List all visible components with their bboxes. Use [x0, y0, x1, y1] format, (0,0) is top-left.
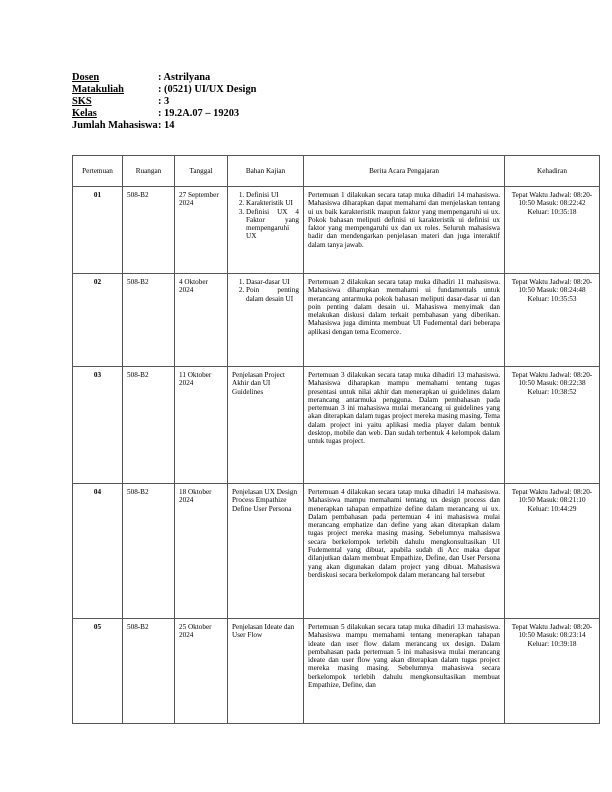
column-header-kehadiran: Kehadiran [505, 156, 600, 187]
cell-tanggal: 4 Oktober 2024 [175, 274, 228, 367]
info-value: : 19.2A.07 – 19203 [158, 108, 240, 119]
cell-tanggal: 25 Oktober 2024 [175, 619, 228, 724]
cell-ruangan: 508-B2 [123, 274, 175, 367]
table-row [73, 274, 600, 367]
table-row [73, 484, 600, 619]
info-value: : 3 [158, 96, 170, 107]
cell-ruangan: 508-B2 [123, 619, 175, 724]
cell-berita-acara: Pertemuan 5 dilakukan secara tatap muka dihadiri 13 mahasiswa. Mahasiswa mampu memahami tentang menerapkan tahapan ideate dan user flow dalam merancang ux design. Dalam pembahasan pada pertemuan 5 ini mahasiswa mulai merancang ideate dan user flow yang akan diterapkan dalam tugas project mereka masing masing. Sebelumnya mahasiswa secara berkelompok terlebih dahulu mengkonsultasikan membuat Empathize, Define, dan [304, 619, 505, 724]
cell-bahan-kajian: Penjelasan Ideate dan User Flow [228, 619, 304, 724]
info-label: SKS [72, 96, 92, 107]
cell-bahan-kajian: Penjelasan UX Design Process Empathize Define User Persona [228, 484, 304, 619]
column-header-pertemuan: Pertemuan [73, 156, 123, 187]
info-label: Matakuliah [72, 84, 124, 95]
column-header-bahan-kajian: Bahan Kajian [228, 156, 304, 187]
info-row-sks [72, 96, 256, 108]
info-label: Kelas [72, 108, 97, 119]
cell-pertemuan: 04 [73, 484, 123, 619]
cell-berita-acara: Pertemuan 3 dilakukan secara tatap muka dihadiri 13 mahasiswa. Mahasiswa diharapkan mampu memahami tentang tugas presentasi untuk nilai akhir dan menerapkan ui guidelines dalam merancang antarmuka pengguna. Dalam pembahasan pada pertemuan 3 ini mahasiswa mulai merancang ui guidelines yang akan diterapkan dalam tugas project mereka masing masing. Tema dalam project ini yaitu aplikasi media player dalam bentuk desktop, mobile dan web. Dan sudah terbentuk 4 kelompok dalam untuk tugas project. [304, 367, 505, 484]
bahan-list [232, 278, 299, 303]
cell-berita-acara: Pertemuan 1 dilakukan secara tatap muka dihadiri 14 mahasiswa. Mahasiswa diharapkan dapat memahami dan menjelaskan tentang ui ux baik karakteristik maupun faktor yang mempengaruhi ui ux. Pokok bahasan meliputi definisi ui karakteristik ui definisi ux faktor yang mempengaruhi ux dan ux roles. Seluruh mahasiswa hadir dan mendengarkan penjelasan materi dan juga interaktif dalam tanya jawab. [304, 187, 505, 274]
info-row-jumlah [72, 120, 256, 132]
cell-bahan-kajian: Penjelasan Project Akhir dan UI Guidelines [228, 367, 304, 484]
bahan-item: 3. Definisi UX 4 Faktor yang mempengaruhi UX [246, 208, 299, 241]
cell-ruangan: 508-B2 [123, 367, 175, 484]
bahan-item: 2. Karakteristik UI [246, 199, 299, 207]
column-header-ruangan: Ruangan [123, 156, 175, 187]
info-label: Dosen [72, 72, 100, 83]
course-info [72, 72, 256, 132]
cell-kehadiran: Tepat Waktu Jadwal: 08:20-10:50 Masuk: 08:22:42 Keluar: 10:35:18 [505, 187, 600, 274]
info-row-dosen [72, 72, 256, 84]
cell-kehadiran: Tepat Waktu Jadwal: 08:20-10:50 Masuk: 08:22:38 Keluar: 10:38:52 [505, 367, 600, 484]
info-label: Jumlah Mahasiswa [72, 120, 158, 131]
cell-kehadiran: Tepat Waktu Jadwal: 08:20-10:50 Masuk: 08:24:48 Keluar: 10:35:53 [505, 274, 600, 367]
cell-pertemuan: 02 [73, 274, 123, 367]
table-row [73, 619, 600, 724]
info-value: : 14 [158, 120, 175, 131]
info-value: : (0521) UI/UX Design [158, 84, 257, 95]
cell-ruangan: 508-B2 [123, 187, 175, 274]
bahan-item: 2. Poin penting dalam desain UI [246, 286, 299, 303]
bahan-list [232, 191, 299, 241]
cell-kehadiran: Tepat Waktu Jadwal: 08:20-10:50 Masuk: 08:21:10 Keluar: 10:44:29 [505, 484, 600, 619]
cell-tanggal: 11 Oktober 2024 [175, 367, 228, 484]
table-row [73, 367, 600, 484]
cell-tanggal: 27 September 2024 [175, 187, 228, 274]
cell-pertemuan: 03 [73, 367, 123, 484]
info-row-kelas [72, 108, 256, 120]
cell-pertemuan: 05 [73, 619, 123, 724]
info-row-matakuliah [72, 84, 256, 96]
teaching-log-table [72, 155, 600, 724]
cell-bahan-kajian [228, 187, 304, 274]
bahan-item: 1. Definisi UI [246, 191, 299, 199]
table-header-row [73, 156, 600, 187]
cell-kehadiran: Tepat Waktu Jadwal: 08:20-10:50 Masuk: 08:23:14 Keluar: 10:39:18 [505, 619, 600, 724]
cell-bahan-kajian [228, 274, 304, 367]
bahan-item: 1. Dasar-dasar UI [246, 278, 299, 286]
info-value: : Astrilyana [158, 72, 211, 83]
table-row [73, 187, 600, 274]
column-header-tanggal: Tanggal [175, 156, 228, 187]
cell-berita-acara: Pertemuan 4 dilakukan secara tatap muka dihadiri 14 mahasiswa. Mahasiswa mampu memahami tentang ux design process dan menerapkan tahapan empathize define dalam merancang ui ux. Dalam pembahasan pada pertemuan 4 ini mahasiswa mulai merancang emphatize dan define yang akan diterapkan dalam tugas project mereka masing masing. Sebelumnya mahasiswa secara berkelompok terlebih dahulu mengkonsultasikan UI Fudemental yang dibuat, apabila sudah di Acc maka dapat dilanjutkan dalam membuat Empathize, Define, dan User Persona yang akan digunakan dalam project yang dibuat. Mahasiswa berdiskusi secara berkelompok dalam merancang hal tersebut [304, 484, 505, 619]
cell-pertemuan: 01 [73, 187, 123, 274]
cell-ruangan: 508-B2 [123, 484, 175, 619]
cell-berita-acara: Pertemuan 2 dilakukan secara tatap muka dihadiri 11 mahasiswa. Mahasiswa dihampkan memahami ui fundamentals untuk merancang antarmuka pokok bahasan meliputi dasar-dasar ui dan poin penting dalam desain ui. Mahasiswa menyimak dan melakukan diskusi dalam terkait pembahasan yang diberikan. Mahasiswa juga diminta membuat UI Fudemental dari beberapa aplikasi dengan tema Ecomerce. [304, 274, 505, 367]
cell-tanggal: 18 Oktober 2024 [175, 484, 228, 619]
column-header-berita-acara: Berita Acara Pengajaran [304, 156, 505, 187]
